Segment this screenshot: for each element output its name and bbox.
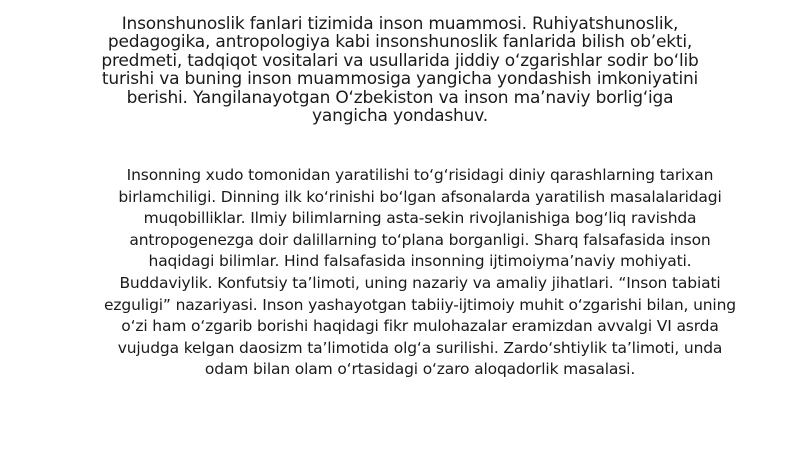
slide-title: Insonshunoslik fanlari tizimida inson muammosi. Ruhiyatshunoslik, pedagogika, antropologiya kabi insonshunoslik fanlarida bilish ob’ekti, predmeti, tadqiqot vositalari va usullarida jiddiy o‘zgarishlar sodir bo‘lib turishi va buning inson muammosiga yangicha yondashish imkoniyatini berishi. Yangilanayotgan O‘zbekiston va inson ma’naviy borlig‘iga yangicha yondashuv. — [101, 14, 699, 127]
slide-body-text: Insonning xudo tomonidan yaratilishi to‘g‘risidagi diniy qarashlarning tarixan birlamchiligi. Dinning ilk ko‘rinishi bo‘lgan afsonalarda yaratilish masalalaridagi muqobilliklar. Ilmiy bilimlarning asta-sekin rivojlanishiga bog‘liq ravishda antropogenezga doir dalillarning to‘plana borganligi. Sharq falsafasida inson haqidagi bilimlar. Hind falsafasida insonning ijtimoiyma’naviy mohiyati. Buddaviylik. Konfutsiy ta’limoti, uning nazariy va amaliy jihatlari. “Inson tabiati ezguligi” nazariyasi. Inson yashayotgan tabiiy-ijtimoiy muhit o‘zgarishi bilan, uning o‘zi ham o‘zgarib borishi haqidagi fikr mulohazalar eramizdan avvalgi VI asrda vujudga kelgan daosizm ta’limotida olg‘a surilishi. Zardo‘shtiylik ta’limoti, unda odam bilan olam o‘rtasidagi o‘zaro aloqadorlik masalasi. — [104, 166, 736, 379]
